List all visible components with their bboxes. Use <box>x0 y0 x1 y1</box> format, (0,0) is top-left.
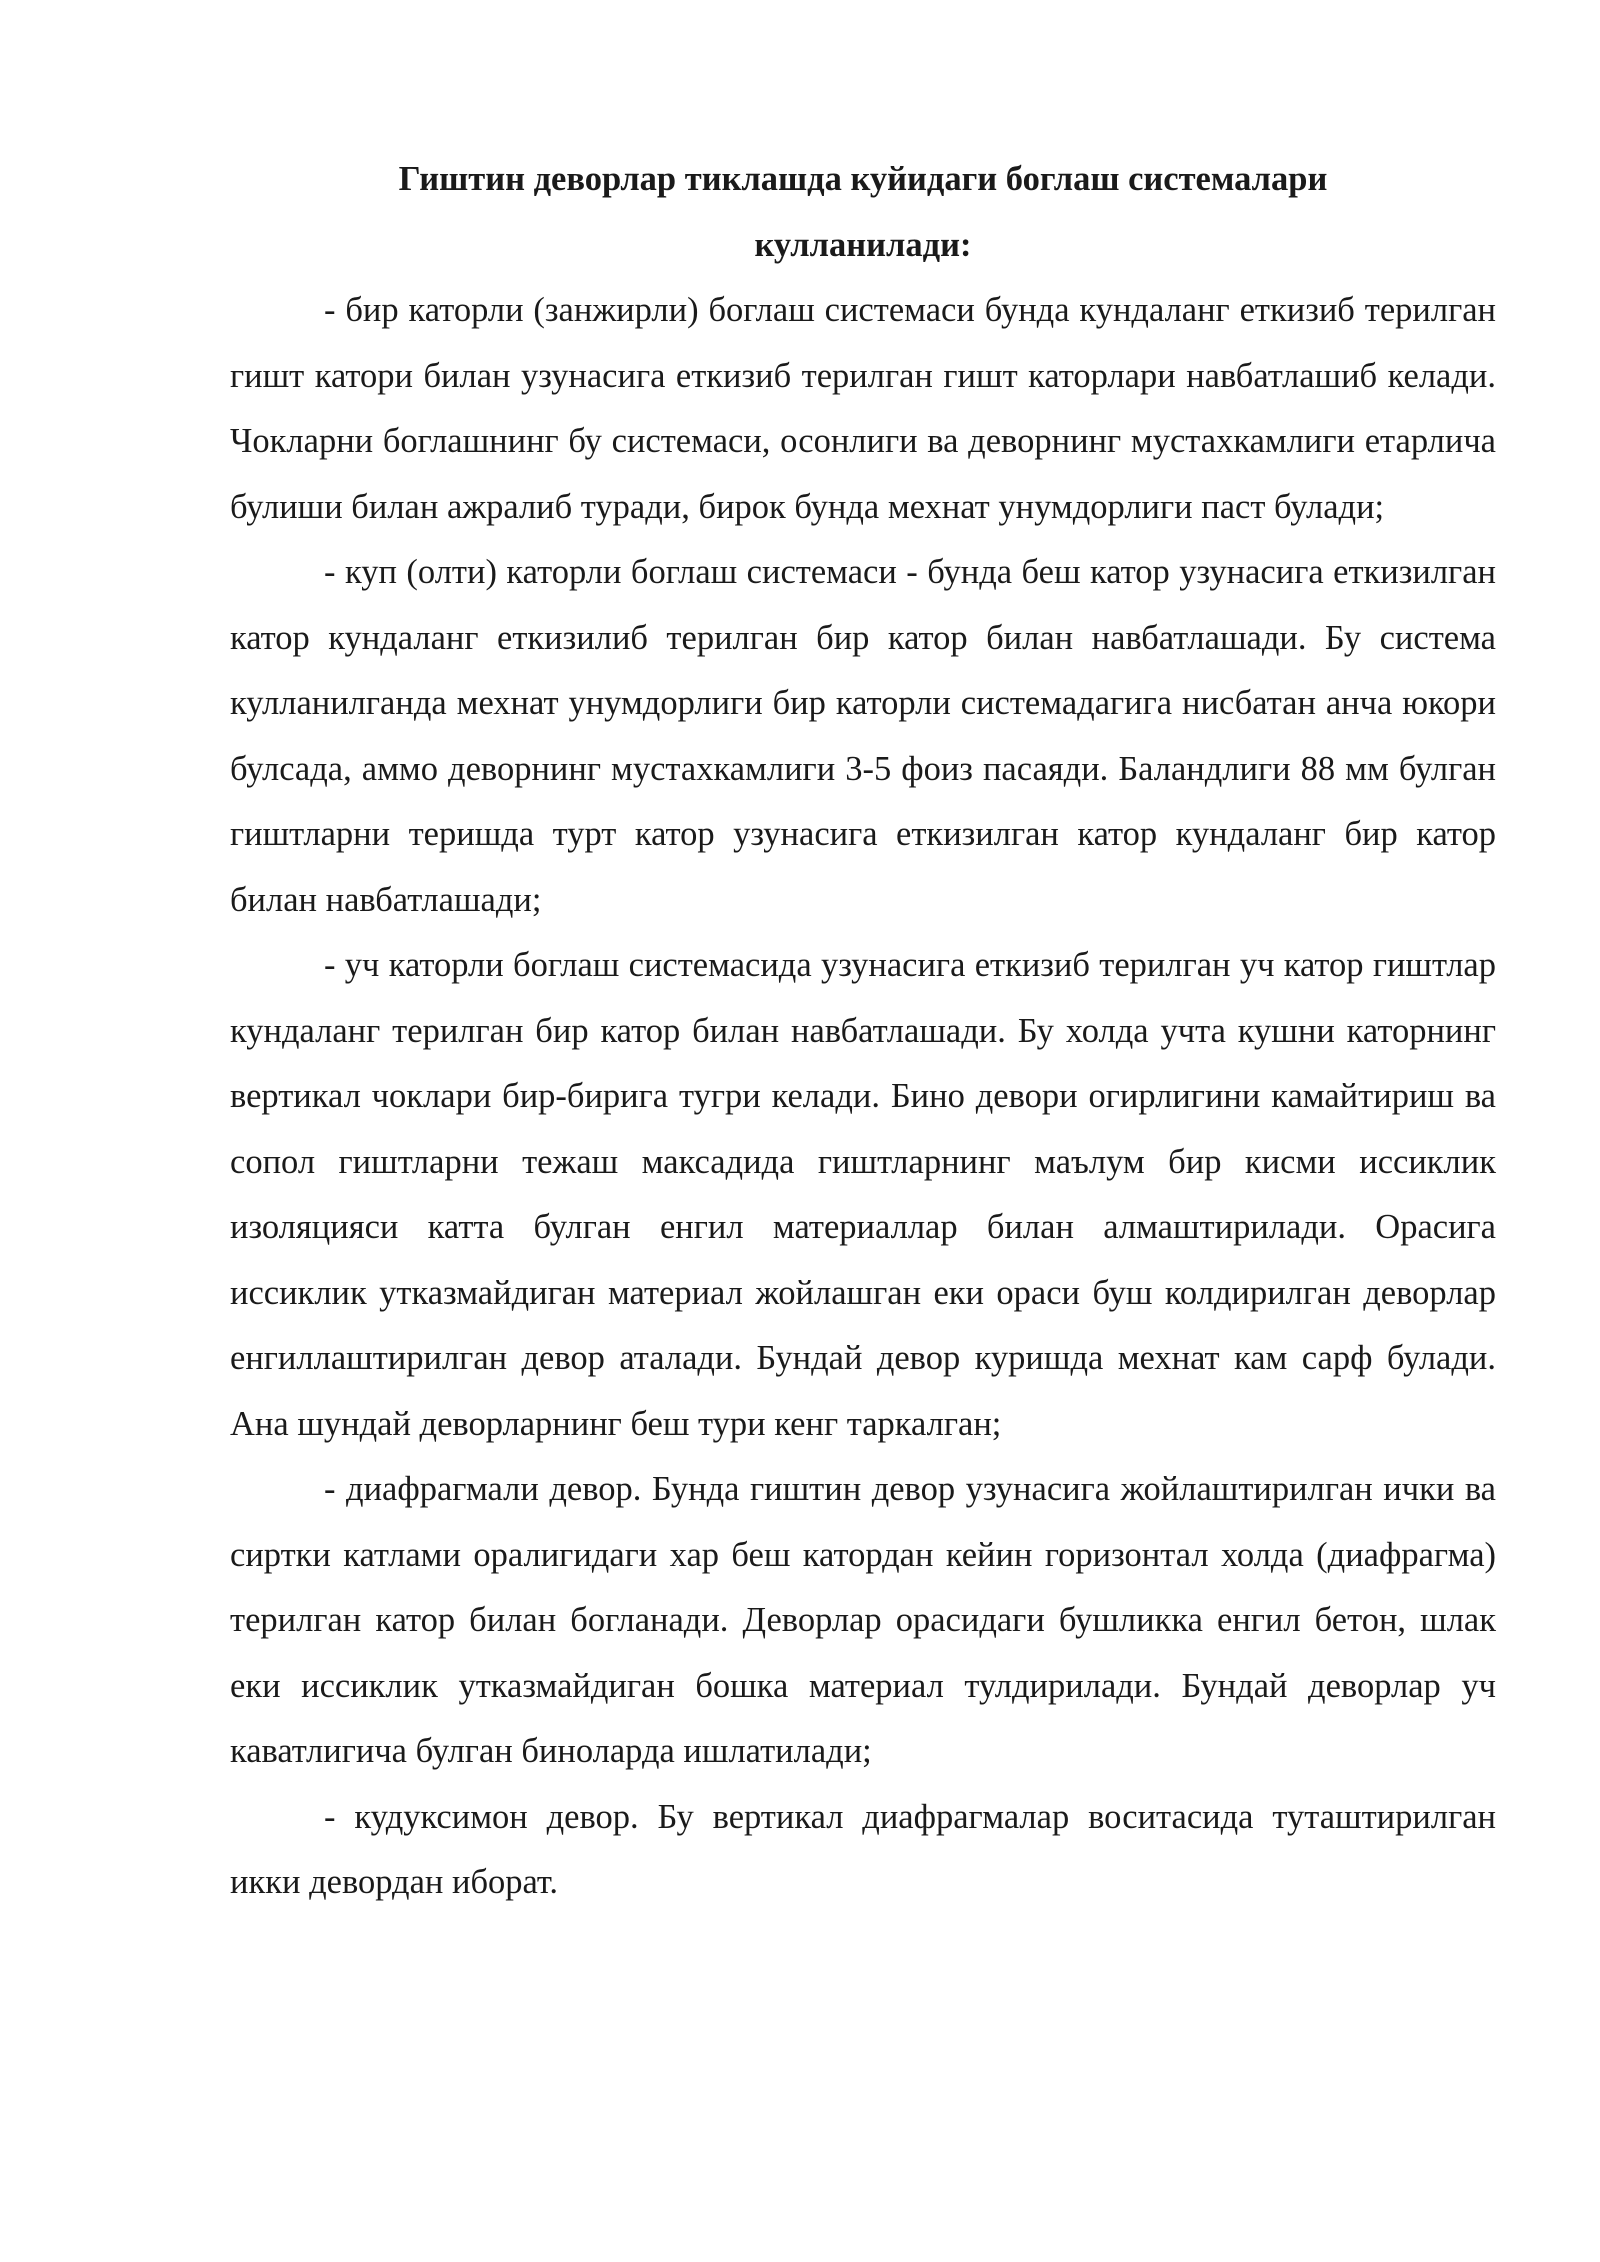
document-title <box>230 147 1496 278</box>
paragraph-well-wall: - кудуксимон девор. Бу вертикал диафрагмалар воситасида туташтирилган икки девордан иборат. <box>230 1797 1496 1901</box>
paragraph-three-row-bond: - уч каторли боглаш системасида узунасига еткизиб терилган уч катор гиштлар кундаланг терилган бир катор билан навбатлашади. Бу холда учта кушни каторнинг вертикал чоклари бир-бирига тугри келади. Бино девори огирлигини камайтириш ва сопол гиштларни тежаш максадида гиштларнинг маълум бир кисми иссиклик изоляцияси катта булган енгил материаллар билан алмаштирилади. Орасига иссиклик утказмайдиган материал жойлашган еки ораси буш колдирилган деворлар енгиллаштирилган девор аталади. Бундай девор куришда мехнат кам сарф булади. Ана шундай деворларнинг беш тури кенг таркалган; <box>230 946 1496 1443</box>
paragraph-single-row-bond: - бир каторли (занжирли) боглаш системаси бунда кундаланг еткизиб терилган гишт катори билан узунасига еткизиб терилган гишт каторлари навбатлашиб келади. Чокларни боглашнинг бу системаси, осонлиги ва деворнинг мустахкамлиги етарлича булиши билан ажралиб туради, бирок бунда мехнат унумдорлиги паст булади; <box>230 291 1496 526</box>
title-line-2: кулланилади: <box>754 225 972 264</box>
paragraph-six-row-bond: - куп (олти) каторли боглаш системаси - бунда беш катор узунасига еткизилган катор кундаланг еткизилиб терилган бир катор билан навбатлашади. Бу система кулланилганда мехнат унумдорлиги бир каторли системадагига нисбатан анча юкори булсада, аммо деворнинг мустахкамлиги 3-5 фоиз пасаяди. Баландлиги 88 мм булган гиштларни теришда турт катор узунасига еткизилган катор кундаланг бир катор билан навбатлашади; <box>230 553 1496 919</box>
title-line-1: Гиштин деворлар тиклашда куйидаги боглаш системалари <box>398 160 1328 198</box>
paragraph-diaphragm-wall: - диафрагмали девор. Бунда гиштин девор узунасига жойлаштирилган ички ва сиртки катлами оралигидаги хар беш катордан кейин горизонтал холда (диафрагма) терилган катор билан богланади. Деворлар орасидаги бушликка енгил бетон, шлак еки иссиклик утказмайдиган бошка материал тулдирилади. Бундай деворлар уч каватлигича булган биноларда ишлатилади; <box>230 1470 1496 1770</box>
document-body <box>230 147 1496 1916</box>
